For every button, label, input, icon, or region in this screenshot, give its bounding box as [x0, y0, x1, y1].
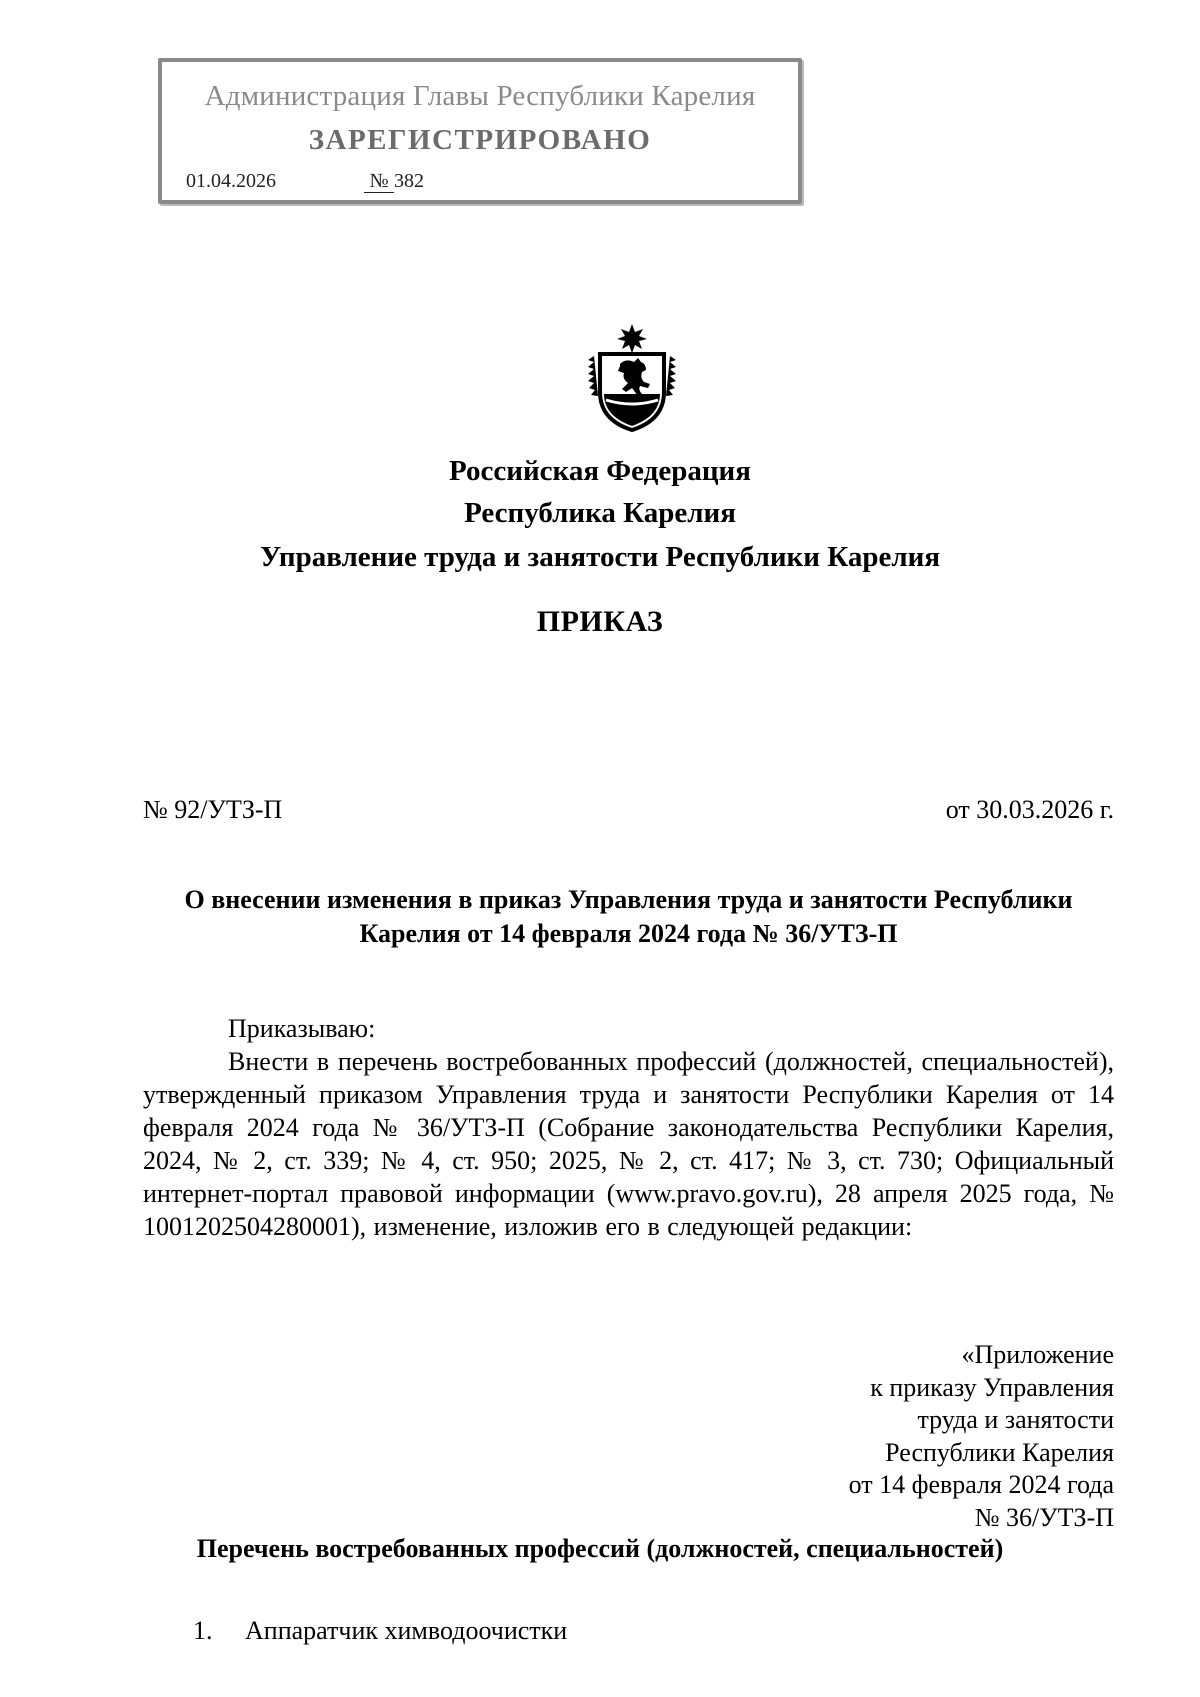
coat-star: [617, 324, 647, 353]
stamp-number-label: №: [364, 170, 394, 193]
order-number: № 92/УТЗ-П: [143, 795, 283, 824]
stamp-organization: Администрация Главы Республики Карелия: [204, 80, 756, 112]
appendix-line: к приказу Управления: [870, 1372, 1114, 1402]
karelia-coat-of-arms-icon: [586, 322, 678, 434]
document-title: [143, 883, 1114, 951]
list-item-number: 1.: [193, 1616, 213, 1645]
list-item-text: Аппаратчик химводоочистки: [245, 1616, 568, 1645]
document-type: ПРИКАЗ: [536, 605, 664, 638]
registration-stamp: [158, 58, 802, 204]
appendix-line: № 36/УТЗ-П: [974, 1502, 1114, 1532]
list-item: [193, 1616, 567, 1646]
appendix-line: Республики Карелия: [885, 1437, 1114, 1467]
stamp-status: ЗАРЕГИСТРИРОВАНО: [308, 124, 652, 156]
header-authority: Управление труда и занятости Республики Карелия: [259, 541, 941, 573]
header-region: Республика Карелия: [464, 497, 736, 529]
stamp-number: 382: [394, 170, 424, 192]
order-directive: Приказываю:: [228, 1014, 376, 1043]
appendix-line: от 14 февраля 2024 года: [848, 1470, 1114, 1499]
header-country: Российская Федерация: [449, 455, 751, 487]
appendix-line: труда и занятости: [917, 1405, 1114, 1434]
order-paragraph: Внести в перечень востребованных профессий (должностей, специальностей), утвержденный приказом Управления труда и занятости Республики Карелия от 14 февраля 2024 года № 36/УТЗ-П (Собрание законодательства Республики Карелия, 2024, № 2, ст. 339; № 4, ст. 950; 2025, № 2, ст. 417; № 3, ст. 730; Официальный интернет-портал правовой информации (www.pravo.gov.ru), 28 апреля 2025 года, № 1001202504280001), изменение, изложив его в следующей редакции:: [143, 1047, 1114, 1241]
order-date: от 30.03.2026 г.: [945, 795, 1114, 824]
list-title: Перечень востребованных профессий (должностей, специальностей): [196, 1534, 1004, 1563]
appendix-line: «Приложение: [961, 1340, 1114, 1369]
appendix-reference: [849, 1339, 1114, 1534]
stamp-date: 01.04.2026: [186, 170, 276, 192]
document-title-line: О внесении изменения в приказ Управления труда и занятости Республики: [184, 885, 1073, 914]
document-title-line: Карелия от 14 февраля 2024 года № 36/УТЗ-П: [359, 919, 898, 948]
